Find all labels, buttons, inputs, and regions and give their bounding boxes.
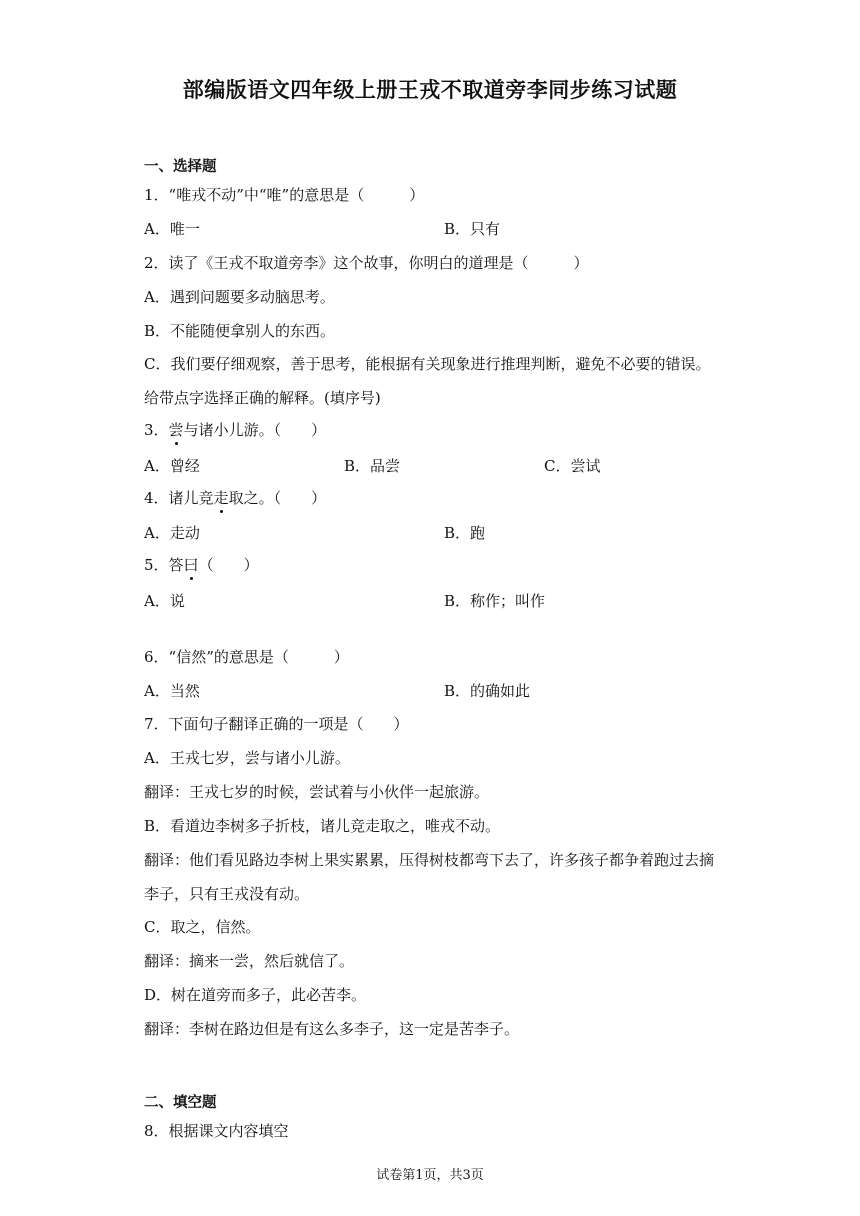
q3-option-b: B．品尝 (344, 457, 401, 475)
question-1-stem: 1．“唯戎不动”中“唯”的意思是（ ） (144, 186, 425, 204)
q7-option-c: C．取之，信然。 (144, 918, 261, 936)
q3-option-c: C．尝试 (544, 457, 601, 475)
q4-suffix: 取之。（ ） (228, 489, 327, 507)
question-2-stem: 2．读了《王戎不取道旁李》这个故事，你明白的道理是（ ） (144, 254, 589, 272)
question-3-stem (144, 420, 326, 440)
question-8-stem: 8．根据课文内容填空 (144, 1122, 289, 1140)
q6-option-b: B．的确如此 (444, 682, 531, 700)
q7-option-d: D．树在道旁而多子，此必苦李。 (144, 986, 367, 1004)
question-4-stem (144, 488, 326, 508)
q7-option-b: B．看道边李树多子折枝，诸儿竞走取之，唯戎不动。 (144, 817, 501, 835)
instruction-text: 给带点字选择正确的解释。(填序号) (144, 389, 381, 407)
q3-dotted-char: 尝 (168, 421, 184, 439)
q5-prefix: 5．答 (144, 556, 184, 574)
q7-option-b-translation-2: 李子，只有王戎没有动。 (144, 885, 310, 903)
q7-option-c-translation: 翻译：摘来一尝，然后就信了。 (144, 952, 355, 970)
q7-option-a-translation: 翻译：王戎七岁的时候，尝试着与小伙伴一起旅游。 (144, 783, 490, 801)
q5-option-b: B．称作；叫作 (444, 592, 546, 610)
q2-option-a: A．遇到问题要多动脑思考。 (144, 288, 335, 306)
q3-option-a: A．曾经 (144, 457, 200, 475)
q6-option-a: A．当然 (144, 682, 200, 700)
q7-option-d-translation: 翻译：李树在路边但是有这么多李子，这一定是苦李子。 (144, 1020, 520, 1038)
q2-option-c: C．我们要仔细观察，善于思考，能根据有关现象进行推理判断，避免不必要的错误。 (144, 355, 711, 373)
q7-option-a: A．王戎七岁，尝与诸小儿游。 (144, 749, 350, 767)
question-5-stem (144, 555, 259, 575)
document-title: 部编版语文四年级上册王戎不取道旁李同步练习试题 (182, 78, 678, 102)
question-6-stem: 6．“信然”的意思是（ ） (144, 648, 349, 666)
q3-suffix: 与诸小儿游。（ ） (183, 421, 327, 439)
q7-option-b-translation-1: 翻译：他们看见路边李树上果实累累，压得树枝都弯下去了，许多孩子都争着跑过去摘 (144, 851, 715, 869)
q4-option-a: A．走动 (144, 524, 200, 542)
q3-prefix: 3． (144, 421, 169, 439)
q4-dotted-char: 走 (213, 489, 229, 507)
q5-option-a: A．说 (144, 592, 185, 610)
q5-dotted-char: 曰 (183, 556, 199, 574)
q4-prefix: 4．诸儿竞 (144, 489, 214, 507)
page-footer: 试卷第1页，共3页 (376, 1168, 484, 1183)
q2-option-b: B．不能随便拿别人的东西。 (144, 322, 336, 340)
section-heading-choice: 一、选择题 (144, 159, 217, 175)
question-7-stem: 7．下面句子翻译正确的一项是（ ） (144, 715, 409, 733)
q1-option-a: A．唯一 (144, 220, 200, 238)
q5-suffix: （ ） (198, 556, 259, 574)
q4-option-b: B．跑 (444, 524, 486, 542)
q1-option-b: B．只有 (444, 220, 501, 238)
section-heading-fill: 二、填空题 (144, 1095, 217, 1111)
